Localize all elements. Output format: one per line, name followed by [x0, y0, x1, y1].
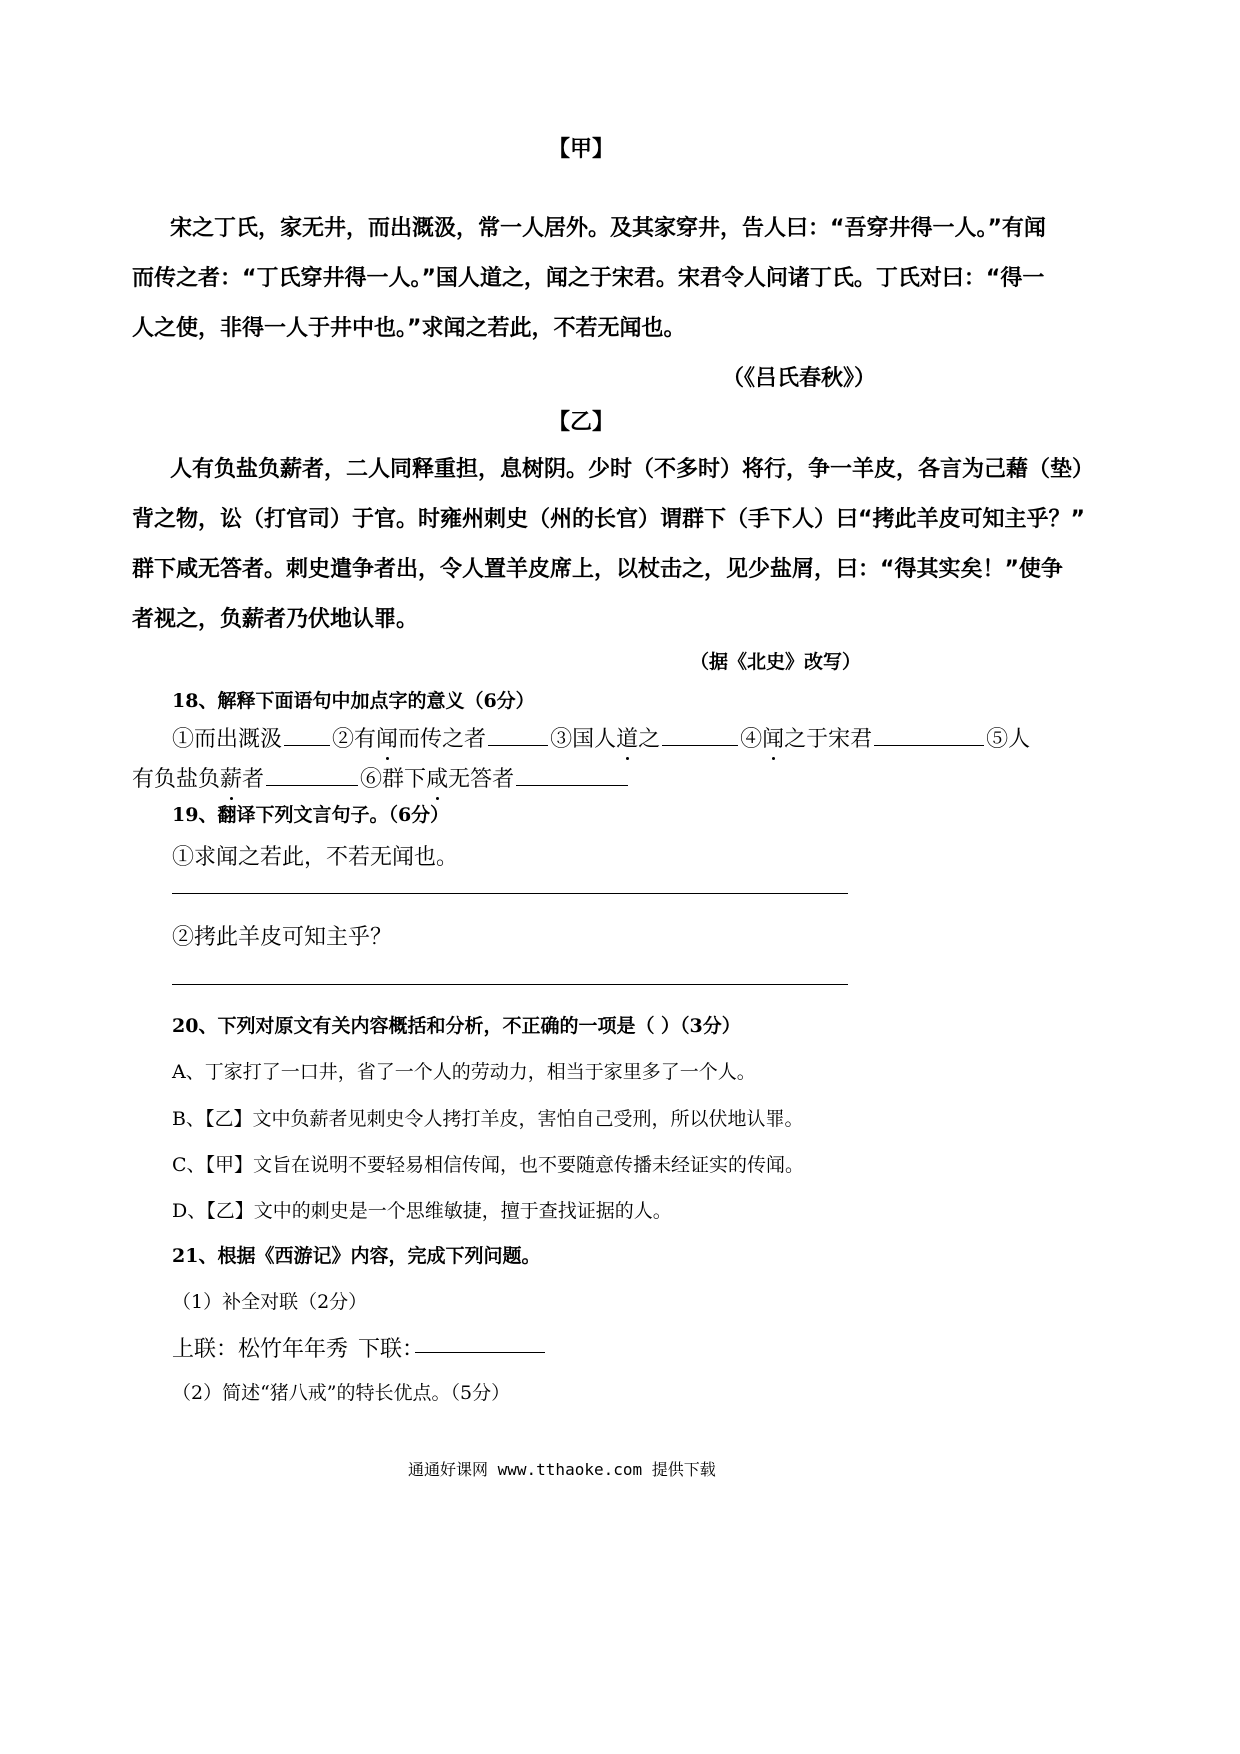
q18-item-2-dotted: 闻: [376, 727, 399, 752]
passage-a-line-2: 而传之者：“丁氏穿井得一人。”国人道之，闻之于宋君。宋君令人问诸丁氏。丁氏对曰：“得一: [132, 266, 1045, 291]
q21-part-1: （1）补全对联（2分）: [172, 1291, 368, 1313]
q21-couplet-upper: 上联：松竹年年秀: [172, 1337, 349, 1362]
q18-line-1: [172, 722, 1030, 753]
passage-a-line-3: 人之使，非得一人于井中也。”求闻之若此，不若无闻也。: [132, 316, 686, 341]
q20-option-d: D、【乙】文中的刺史是一个思维敏捷，擅于查找证据的人。: [172, 1200, 672, 1222]
q18-item-1: ①而出溉汲: [172, 727, 283, 752]
q18-blank-3[interactable]: [662, 727, 738, 746]
q18-item-4-dotted: 闻: [762, 727, 785, 752]
passage-b-line-3: 群下咸无答者。刺史遣争者出，令人置羊皮席上，以杖击之，见少盐屑，曰：“得其实矣！”使争: [132, 557, 1063, 582]
q18-blank-5[interactable]: [266, 767, 358, 786]
q18-blank-4[interactable]: [874, 727, 984, 746]
q20-option-c: C、【甲】文旨在说明不要轻易相信传闻，也不要随意传播未经证实的传闻。: [172, 1154, 805, 1176]
q21-couplet-lower-label: 下联：: [358, 1337, 425, 1362]
page-footer: 通通好课网 www.tthaoke.com 提供下载: [408, 1460, 716, 1479]
passage-b-source: （据《北史》改写）: [690, 651, 862, 673]
q20-option-a: A、丁家打了一口井，省了一个人的劳动力，相当于家里多了一个人。: [172, 1061, 756, 1083]
q21-title: 21、根据《西游记》内容，完成下列问题。: [172, 1245, 541, 1267]
passage-a-source: （《吕氏春秋》）: [722, 366, 877, 391]
q18-item-4c: 之于宋君: [784, 727, 873, 752]
q18-item-5-dotted: 薪: [220, 767, 243, 792]
passage-a-heading: 【甲】: [548, 137, 615, 162]
q18-item-6-dotted: 咸: [426, 767, 449, 792]
passage-b-heading: 【乙】: [548, 410, 615, 435]
q18-item-5b: 有负盐负: [132, 767, 221, 792]
q18-item-5d: 者: [242, 767, 265, 792]
q18-item-2c: 而传之者: [398, 727, 487, 752]
passage-b-line-1: 人有负盐负薪者，二人同释重担，息树阴。少时（不多时）将行，争一羊皮，各言为己藉（垫）: [170, 457, 1095, 482]
q18-item-6a: ⑥群下: [360, 767, 427, 792]
q18-item-3a: ③国人: [550, 727, 617, 752]
q18-item-2a: ②有: [332, 727, 377, 752]
q18-title: 18、解释下面语句中加点字的意义（6分）: [172, 690, 535, 712]
q18-item-3c: 之: [638, 727, 661, 752]
passage-b-line-4: 者视之，负薪者乃伏地认罪。: [132, 607, 419, 632]
passage-a-line-1: 宋之丁氏，家无井，而出溉汲，常一人居外。及其家穿井，告人曰：“吾穿井得一人。”有闻: [170, 216, 1046, 241]
q19-sentence-2: ②拷此羊皮可知主乎？: [172, 925, 393, 950]
q19-title: 19、翻译下列文言句子。（6分）: [172, 804, 450, 826]
q21-couplet-blank[interactable]: [415, 1352, 545, 1353]
q19-answer-line-1[interactable]: [172, 893, 848, 894]
q18-blank-2[interactable]: [488, 727, 548, 746]
q19-sentence-1: ①求闻之若此，不若无闻也。: [172, 845, 459, 870]
q18-blank-6[interactable]: [516, 767, 628, 786]
q18-line-2: [132, 762, 630, 793]
q20-title: 20、下列对原文有关内容概括和分析，不正确的一项是（ ）（3分）: [172, 1015, 741, 1037]
q18-item-6c: 无答者: [448, 767, 515, 792]
q18-blank-1[interactable]: [284, 727, 330, 746]
q20-option-b: B、【乙】文中负薪者见刺史令人拷打羊皮，害怕自己受刑，所以伏地认罪。: [172, 1108, 804, 1130]
q18-item-3-dotted: 道: [616, 727, 639, 752]
q18-item-4a: ④: [740, 727, 763, 752]
q21-part-2: （2）简述“猪八戒”的特长优点。（5分）: [172, 1382, 511, 1404]
passage-b-line-2: 背之物，讼（打官司）于官。时雍州刺史（州的长官）谓群下（手下人）曰“拷此羊皮可知主乎？”: [132, 507, 1085, 532]
q18-item-5a: ⑤人: [986, 727, 1031, 752]
q19-answer-line-2[interactable]: [172, 984, 848, 985]
